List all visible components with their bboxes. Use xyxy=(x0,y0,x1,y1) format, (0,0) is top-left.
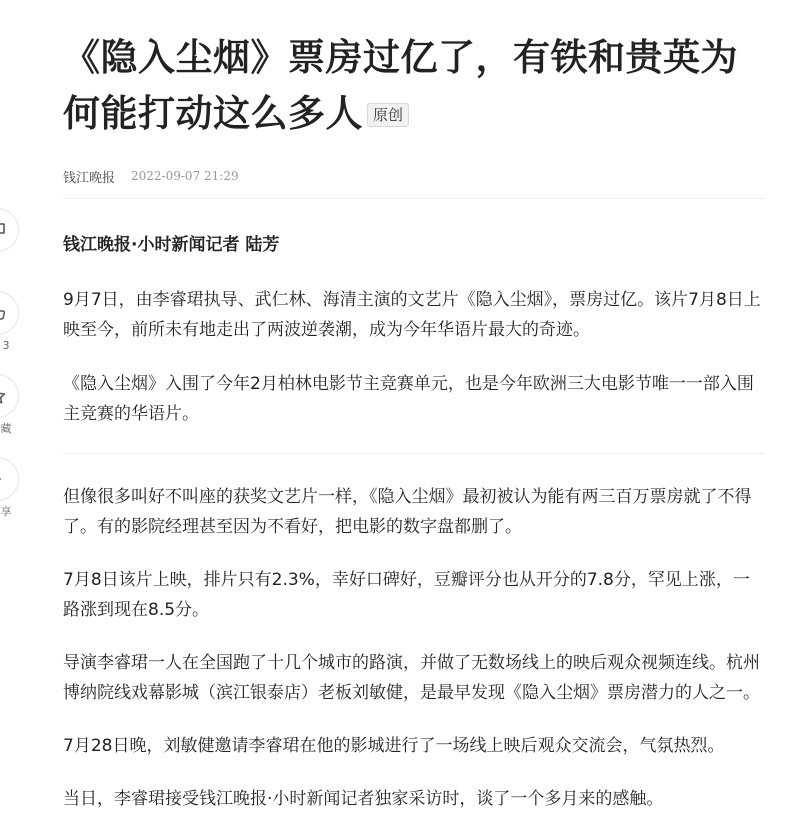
like-count: 3 xyxy=(2,339,10,352)
comment-action[interactable] xyxy=(0,208,20,252)
paragraph: 当日，李睿珺接受钱江晚报·小时新闻记者独家采访时，谈了一个多月来的感触。 xyxy=(63,789,664,809)
original-badge: 原创 xyxy=(367,103,409,127)
paragraph: 《隐入尘烟》入围了今年2月柏林电影节主竞赛单元，也是今年欧洲三大电影节唯一一部入围主竞赛的华语片。 xyxy=(63,374,754,424)
paragraph: 7月28日晚，刘敏健邀请李睿珺在他的影城进行了一场线上映后观众交流会，气氛热烈。 xyxy=(63,736,725,756)
paragraph: 但像很多叫好不叫座的获奖文艺片一样，《隐入尘烟》最初被认为能有两三百万票房就了不得了。有的影院经理甚至因为不看好，把电影的数字盘都删了。 xyxy=(63,487,752,537)
favorite-label: 藏 xyxy=(0,422,12,435)
comment-icon[interactable] xyxy=(0,208,19,252)
article-title-text: 《隐入尘烟》票房过亿了，有铁和贵英为何能打动这么多人 xyxy=(63,36,738,135)
divider xyxy=(63,198,765,199)
paragraph: 9月7日，由李睿珺执导、武仁林、海清主演的文艺片《隐入尘烟》，票房过亿。该片7月8日上映至今，前所未有地走出了两波逆袭潮，成为今年华语片最大的奇迹。 xyxy=(63,290,761,340)
byline: 钱江晚报·小时新闻记者 陆芳 xyxy=(63,235,280,255)
publish-time: 2022-09-07 21:29 xyxy=(131,169,239,183)
like-icon[interactable] xyxy=(0,291,19,335)
article-title xyxy=(63,30,765,142)
paragraph: 导演李睿珺一人在全国跑了十几个城市的路演，并做了无数场线上的映后观众视频连线。杭州博纳院线戏幕影城（滨江银泰店）老板刘敏健，是最早发现《隐入尘烟》票房潜力的人之一。 xyxy=(63,653,760,703)
source-link[interactable]: 钱江晚报 xyxy=(63,170,116,186)
share-label: 享 xyxy=(0,505,12,518)
share-icon[interactable] xyxy=(0,457,19,501)
paragraph: 7月8日该片上映，排片只有2.3%，幸好口碑好，豆瓣评分也从开分的7.8分，罕见上涨，一路涨到现在8.5分。 xyxy=(63,570,750,620)
share-action[interactable] xyxy=(0,457,20,519)
divider xyxy=(63,453,765,454)
star-icon[interactable] xyxy=(0,374,19,418)
article xyxy=(63,0,765,814)
like-action[interactable] xyxy=(0,291,20,353)
article-meta xyxy=(63,166,765,186)
favorite-action[interactable] xyxy=(0,374,20,436)
